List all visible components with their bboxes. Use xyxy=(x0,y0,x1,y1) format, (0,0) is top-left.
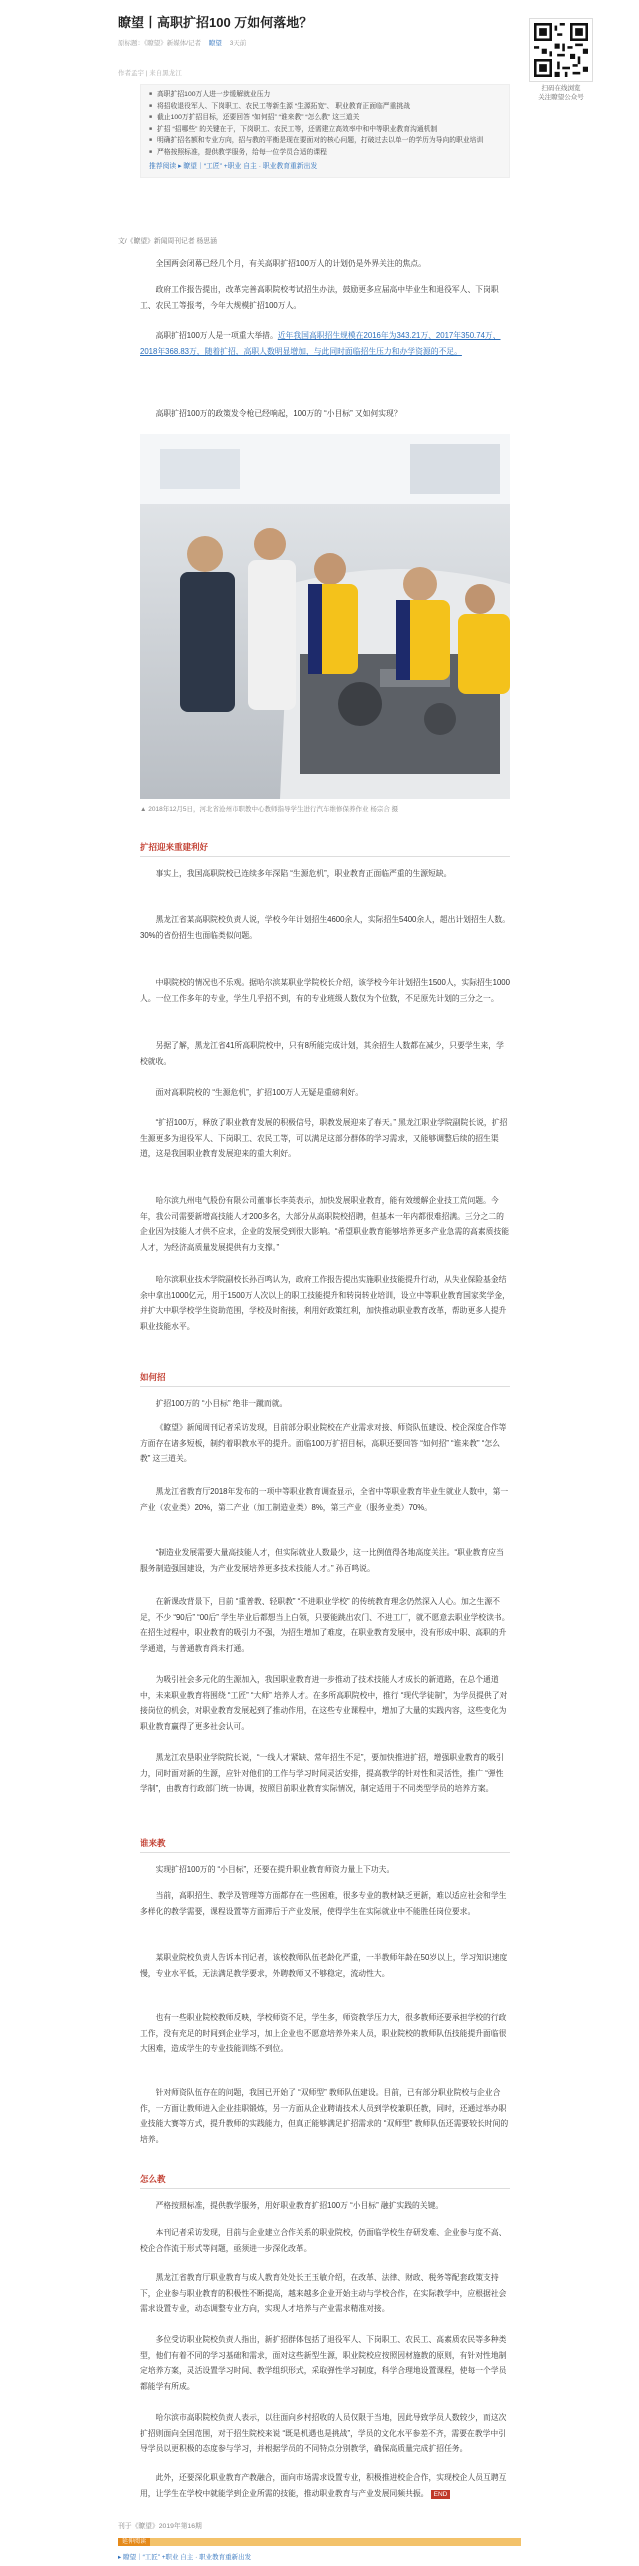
paragraph-text: 高职扩招100万人是一项重大举措。 xyxy=(155,331,278,340)
paragraph: 针对师资队伍存在的问题，我国已开始了 “双师型” 教师队伍建设。目前，已有部分职业院校与企业合作，一方面让教师进入企业挂职锻炼，另一方面从企业聘请技术人员到学校兼职任教，同时，还通过举办职业技能大赛等方式，提升教师的实践能力，但真正能够满足扩招需求的 “双师型” 教师队伍还需要较长时间的培养。 xyxy=(140,2088,509,2144)
paragraph xyxy=(140,2470,510,2501)
meta-time: 3天前 xyxy=(229,40,247,47)
qr-caption-line-2: 关注瞭望公众号 xyxy=(538,94,584,102)
paragraph: 政府工作报告提出，改革完善高职院校考试招生办法，鼓励更多应届高中毕业生和退役军人、下岗职工、农民工等报考，今年大规模扩招100万人。 xyxy=(140,285,499,310)
paragraph-text: 事实上，我国高职院校已连续多年深陷 “生源危机”，职业教育正面临严重的生源短缺。 xyxy=(155,869,452,878)
section-heading: 如何招 xyxy=(140,1372,166,1382)
paragraph: 本刊记者采访发现，目前与企业建立合作关系的职业院校，仍面临学校生存研发难、企业参与度不高、校企合作流于形式等问题，亟须进一步深化改革。 xyxy=(140,2228,507,2253)
paragraph: 某职业院校负责人告诉本刊记者，该校教师队伍老龄化严重，一半教师年龄在50岁以上，学习知识速度慢，专业水平低，无法满足教学要求，外聘教师又不够稳定，流动性大。 xyxy=(140,1953,508,1978)
paragraph: 哈尔滨职业技术学院副校长孙百鸣认为，政府工作报告提出实施职业技能提升行动，从失业保险基金结余中拿出1000亿元，用于1500万人次以上的职工技能提升和转岗转业培训，设立中等职业教育国家奖学金，并扩大中职学校学生资助范围，学校及时衔接，利用好政策红利，加快推动职业教育改革，帮助更多人提升职业技能水平。 xyxy=(140,1275,510,1331)
photo-caption: ▲ 2018年12月5日，河北省沧州市职教中心教师指导学生进行汽车维修保养作业 杨宗合 摄 xyxy=(140,806,399,813)
section-divider xyxy=(140,1852,510,1853)
section-divider xyxy=(140,2188,510,2189)
paragraph: 中职院校的情况也不乐观。据哈尔滨某职业学院校长介绍，该学校今年计划招生1500人，实际招生1000人。一位工作多年的专业，学生几乎招不到，有的专业班级人数仅为个位数，不足原先计划的三分之一。 xyxy=(140,978,510,1003)
summary-item: ■ 明确扩招名额和专业方向，招与教的平衡是现在要面对的核心问题，打破过去以单一的学历为导向的职业培训 xyxy=(149,135,501,147)
paragraph: 黑龙江省教育厅2018年发布的一项中等职业教育调查显示，全省中等职业教育毕业生就业人数中，第一产业（农业类）20%，第二产业（加工制造业类）8%，第三产业（服务业类）70%。 xyxy=(140,1487,509,1512)
paragraph-text: 此外，还要深化职业教育产教融合，面向市场需求设置专业，积极推进校企合作，实现校企人员互聘互用，让学生在学校中就能学到企业所需的技能，推动职业教育与产业发展同频共振。 xyxy=(140,2473,507,2498)
paragraph: 另据了解，黑龙江省41所高职院校中，只有8所能完成计划，其余招生人数都在减少，只要学生来，学校就收。 xyxy=(140,1041,504,1066)
section-heading: 扩招迎来重建利好 xyxy=(140,842,209,852)
paragraph: “扩招100万，释放了职业教育发展的积极信号，职教发展迎来了春天。” 黑龙江职业学院副院长说，扩招生源更多为退役军人、下岗职工、农民工等，可以满足这部分群体的学习需求，又能够调整后续的招生渠道，这是我国职业教育发展迎来的重大利好。 xyxy=(140,1118,508,1159)
qr-caption-line-1: 扫码在线浏览 xyxy=(541,85,581,92)
paragraph: 扩招100万的 “小目标” 绝非一蹴而就。 xyxy=(155,1399,288,1408)
paragraph: 在新课改背景下，目前 “重普教、轻职教” “不进职业学校” 的传统教育理念仍然深入人心。加之生源不足，不少 “90后” “00后” 学生毕业后都想当上白领，只要能跳出农门、不进工厂，就不愿意去职业学校读书。在招生过程中，职业教育的吸引力不强，为招生增加了难度，在职业教育发展中，没有形成中职、高职的升学通道，与普通教育尚未打通。 xyxy=(140,1597,510,1653)
paragraph: 面对高职院校的 “生源危机”，扩招100万人无疑是重磅利好。 xyxy=(155,1088,364,1097)
summary-item: ■ 高职扩招100万人进一步缓解就业压力 xyxy=(149,89,501,101)
paragraph: 实现扩招100万的 “小目标”，还要在提升职业教育师资力量上下功夫。 xyxy=(155,1865,395,1874)
summary-item: ■ 严格按照标准，提供教学服务，给每一位学员合适的课程 xyxy=(149,147,501,159)
source-line: 文/《瞭望》新闻周刊记者 杨思涵 xyxy=(118,238,217,245)
paragraph xyxy=(140,866,510,882)
related-link[interactable]: ▸ 瞭望｜“工匠” +职业 自主 · 职业教育重新出发 xyxy=(118,2554,252,2561)
meta-source: 原标题：《瞭望》新媒体/记者 xyxy=(118,40,202,47)
paragraph: 黑龙江省教育厅职业教育与成人教育处处长王玉敏介绍，在改革、法律、财政、税务等配套政策支持下，企业参与职业教育的积极性不断提高，越来越多企业开始主动与学校合作，在实际教学中，应根据社会需求设置专业，动态调整专业方向，实现人才培养与产业需求精准对接。 xyxy=(140,2273,507,2314)
paragraph: 黑龙江省某高职院校负责人说，学校今年计划招生4600余人，实际招生5400余人，超出计划招生人数。30%的省份招生也面临类似问题。 xyxy=(140,915,510,940)
footer-tag: 延伸阅读 xyxy=(118,2538,150,2546)
summary-box xyxy=(140,84,510,178)
publication-note: 刊于《瞭望》2019年第16期 xyxy=(118,2523,202,2530)
section-divider xyxy=(140,1386,510,1387)
paragraph: 高职扩招100万的政策发令枪已经响起，100万的 “小目标” 又如何实现？ xyxy=(155,409,402,418)
qr-code xyxy=(529,18,593,82)
paragraph: 多位受访职业院校负责人指出，新扩招群体包括了退役军人、下岗职工、农民工、高素质农民等多种类型，他们有着不同的学习基础和需求，面对这些新型生源，职业院校应按照因材施教的原则，有针对性地制定培养方案，灵活设置学习时间、教学组织形式，采取弹性学习制度，科学合理地设置课程，使每一个学员都能学有所成。 xyxy=(140,2335,507,2391)
highlight-text: 近年我国高职招生规模在2016年为343.21万、2017年350.74万、2018年368.83万，随着扩招，高职人数明显增加，与此同时面临招生压力和办学资源的不足。 xyxy=(140,331,501,356)
article-photo xyxy=(140,434,510,799)
summary-item: ■ 将招收退役军人、下岗职工、农民工等新生源 “生源拓宽”、 职业教育正面临严重挑战 xyxy=(149,101,501,113)
footer-bar xyxy=(118,2538,521,2546)
section-heading: 谁来教 xyxy=(140,1838,166,1848)
summary-item: ■ 扩招 “招哪些” 的关键在于，下岗职工、农民工等，还需建立高效率中和中等职业教育沟通机制 xyxy=(149,124,501,136)
article-meta xyxy=(118,38,498,49)
qr-code-icon xyxy=(534,23,588,77)
article-byline: 作者孟宇 | 来自黑龙江 xyxy=(118,70,182,77)
end-badge: END xyxy=(431,2490,451,2500)
page-title: 瞭望丨高职扩招100 万如何落地？ xyxy=(118,15,313,30)
paragraph: 也有一些职业院校教师反映，学校师资不足，学生多，师资教学压力大，很多教师还要承担学校的行政工作，没有充足的时间到企业学习，加上企业也不愿意培养外来人员，职业院校的教师队伍技能提升面临很大困难，造成学生的专业技能训练不到位。 xyxy=(140,2013,507,2054)
section-heading: 怎么教 xyxy=(140,2174,166,2184)
paragraph: “制造业发展需要大量高技能人才，但实际就业人数最少，这一比例值得各地高度关注。“职业教育应当服务制造强国建设，为产业发展培养更多技术技能人才。” 孙百鸣说。 xyxy=(140,1548,504,1573)
paragraph: 严格按照标准，提供教学服务，用好职业教育扩招100万 “小目标” 融扩实践的关键。 xyxy=(155,2201,444,2210)
paragraph: 黑龙江农垦职业学院院长说，“一线人才紧缺、常年招生不足”，要加快推进扩招，增强职业教育的吸引力，同时面对新的生源，应针对他们的工作与学习时间灵活安排，提高教学的针对性和灵活性，推广 “弹性学制”，由教育行政部门统一协调，按照目前职业教育实际情况，制定适用于不同类型学员的培养方案。 xyxy=(140,1753,504,1794)
workshop-photo-illustration xyxy=(140,434,510,799)
paragraph: 当前，高职招生、教学及管理等方面都存在一些困难，很多专业的教材缺乏更新，难以适应社会和学生多样化的教学需要，课程设置等方面滞后于产业发展，使得学生在实际就业中不能胜任岗位要求。 xyxy=(140,1891,507,1916)
qr-caption xyxy=(522,84,600,102)
recommended-link[interactable]: 推荐阅读 ▸ 瞭望｜“工匠” +职业 自主 · 职业教育重新出发 xyxy=(149,163,318,171)
paragraph: 哈尔滨九州电气股份有限公司董事长李英表示，加快发展职业教育，能有效缓解企业技工荒问题。今年，我公司需要新增高技能人才200多名，大部分从高职院校招聘，但基本一年内都很难招满。三分之二的企业因为技能人才供不应求，企业的发展受到很大影响。“希望职业教育能够培养更多产业急需的高素质技能人才，为经济高质量发展提供有力支撑。” xyxy=(140,1196,510,1252)
summary-item: ■ 截止100万扩招目标，还要回答 “如何招” “谁来教” “怎么教” 这三道关 xyxy=(149,112,501,124)
paragraph: 为吸引社会多元化的生源加入，我国职业教育进一步推动了技术技能人才成长的新道路，在总个通道中，未来职业教育将围绕 “工匠” “大师” 培养人才。在多所高职院校中，推行 “现代学徒制”，为学员提供了对接岗位的机会，对职业教育发展起到了推动作用，在这些专业课程中，增加了大量的实践内容，这些变化为职业教育赢得了更多社会认可。 xyxy=(140,1675,508,1731)
meta-author-link[interactable]: 瞭望 xyxy=(208,40,222,47)
paragraph: 全国两会闭幕已经几个月，有关高职扩招100万人的计划仍是外界关注的焦点。 xyxy=(155,259,426,268)
section-divider xyxy=(140,856,510,857)
paragraph: 哈尔滨市高职院校负责人表示，以往面向乡村招收的人员仅限于当地，因此导致学员人数较少，而这次扩招则面向全国范围，对于招生院校来说 “既是机遇也是挑战”，学员的文化水平参差不齐，需要在教学中引导学员以更积极的态度参与学习，并根据学员的不同特点分别教学，确保高质量完成扩招任务。 xyxy=(140,2413,507,2454)
paragraph: 《瞭望》新闻周刊记者采访发现，目前部分职业院校在产业需求对接、师资队伍建设、校企深度合作等方面存在诸多短板，制约着职教水平的提升。面临100万扩招目标，高职还要回答 “如何招” “谁来教” “怎么教” 这三道关。 xyxy=(140,1423,507,1464)
paragraph xyxy=(140,328,510,359)
